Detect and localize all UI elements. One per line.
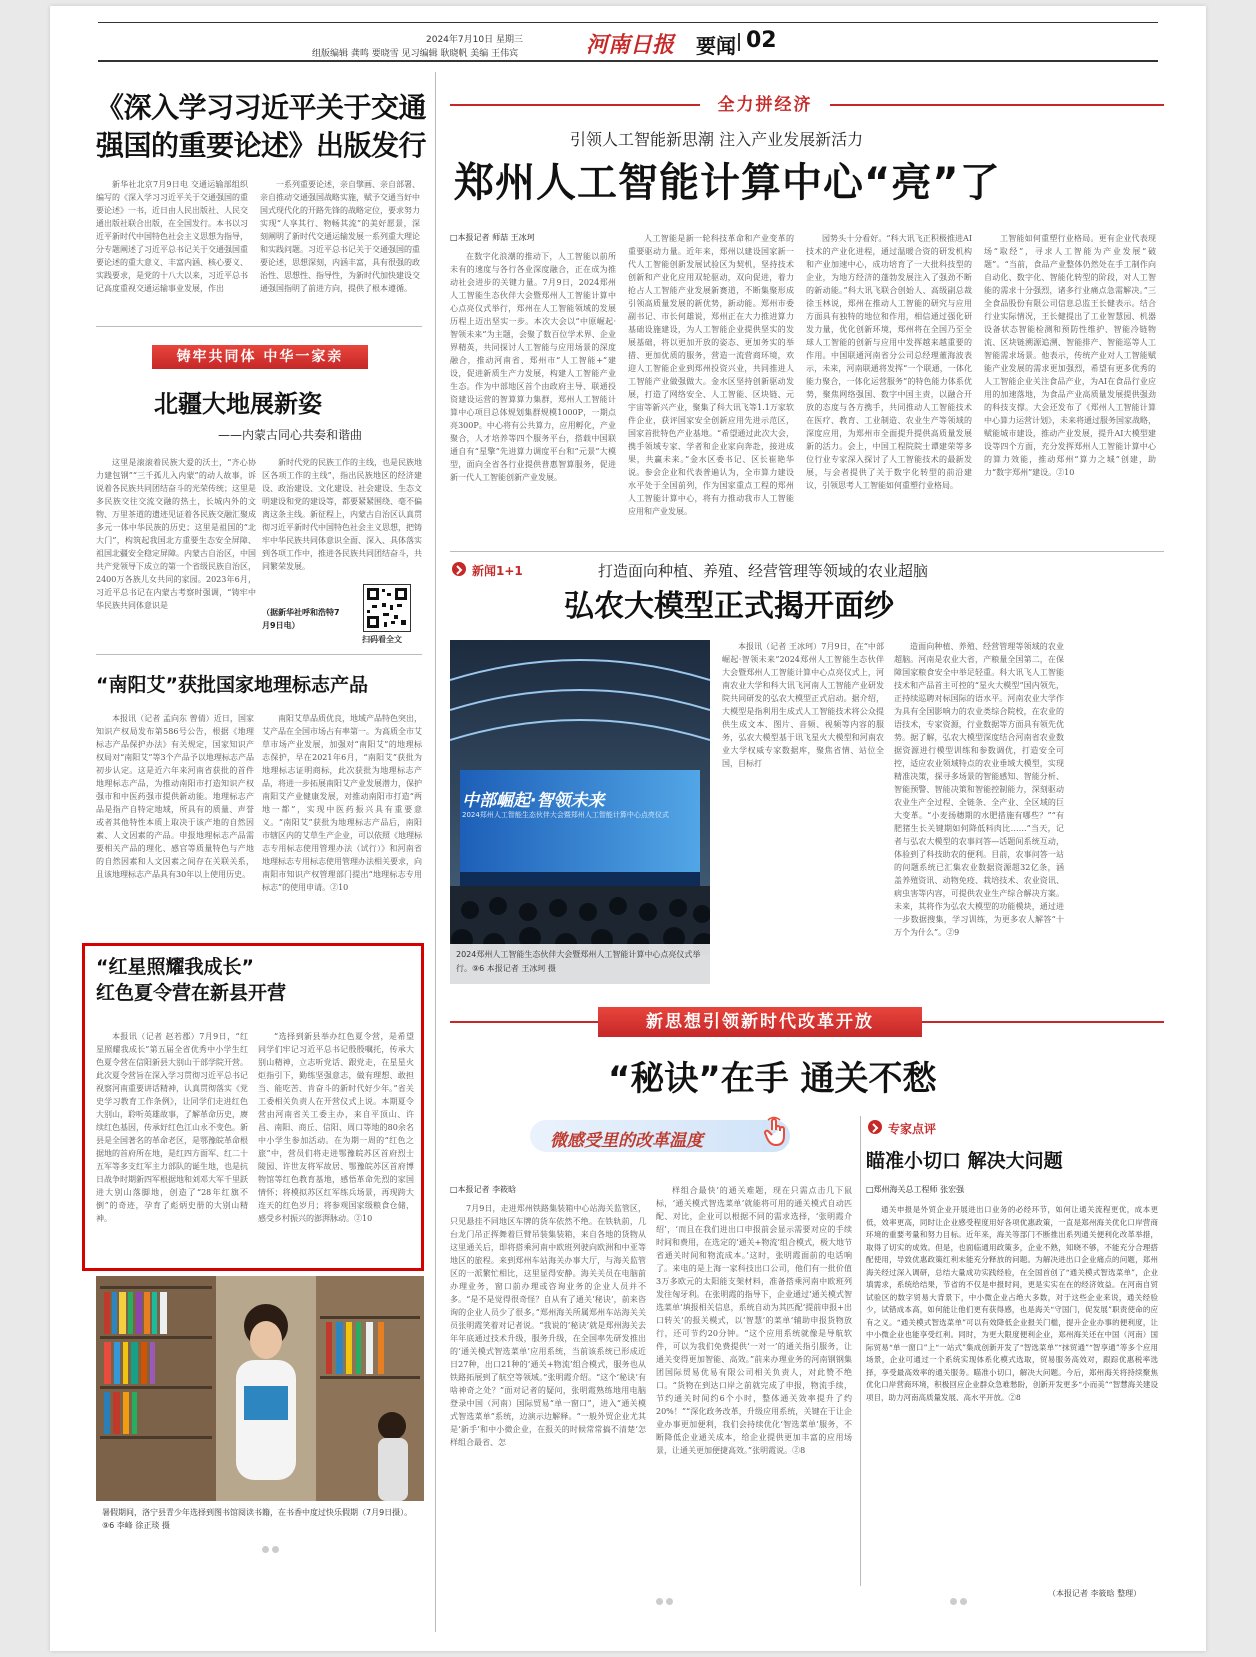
right-page-dots	[950, 1590, 970, 1609]
r2-subtitle: 打造面向种植、养殖、经营管理等领域的农业超脑	[598, 562, 929, 580]
r3-kicker: 新思想引领新时代改革开放	[598, 1007, 922, 1037]
a1-body-col1: 新华社北京7月9日电 交通运输部组织编写的《深入学习习近平关于交通强国的重要论述》一书，近日由人民出版社、人民交通出版社联合出版，在全国发行。本书以习近平新时代中国特色社会主义思想为指导，分专题阐述了习近平总书记关于交通强国重要论述的重大意义、丰富内涵、核心要义、实践要求，是党的十八大以来，习近平总书记高度重视交通运输事业发展，作出	[96, 180, 248, 293]
a4-title-line1: “红星照耀我成长”	[96, 956, 254, 978]
brand-logo: 河南日报	[586, 32, 675, 58]
r3-column-divider	[860, 1116, 861, 1586]
a1-title-line1: 《深入学习习近平关于交通	[96, 91, 427, 124]
r1-body-col3: 园势头十分看好。“科大讯飞正积极推进AI技术的产业化进程，通过温暖合资的研发机构和产业加速中心，成功培育了一大批科技型的企业，为地方经济的蓬勃发展注入了强劲不断的新动能。”科大讯飞联合创始人、高级副总裁徐玉林说，郑州在推动人工智能的研究与应用方面具有独特的地位和作用，相信通过强化研发力量，优化创新环境，郑州将在全国乃至全球人工智能的创新与应用中发挥越来越重要的作用。中国联通河南省分公司总经理董海波表示，未来，河南联通将发挥“一个联通，一体化能力聚合，一体化运营服务”的特色能力体系优势，聚焦网络强国、数字中国主责，以融合开放的态度与各方携手，共同推动人工智能技术在医疗、教育、工业制造、农业生产等领域的深度应用，为郑州市全面提升提供高质量发展新的活力。会上，中国工程院院士谭建荣等多位行业专家深入探讨了人工智能技术的最新发展，与会者提供了关于数字化转型的前沿建议，引领思考人工智能如何重塑行业格局。	[806, 234, 972, 490]
a2-bottom-rule	[96, 654, 422, 655]
r3-title: “秘诀”在手 通关不愁	[608, 1059, 937, 1099]
expert-label: 专家点评	[888, 1122, 937, 1136]
a1-title-line2: 强国的重要论述》出版发行	[96, 129, 427, 162]
r2-body-col1: 本报讯（记者 王冰珂）7月9日，在“中部崛起·智领未来”2024郑州人工智能生态伙伴大会暨郑州人工智能计算中心点亮仪式上，河南农业大学和科大讯飞河南人工智能产业研发院共同研发的弘农大模型正式启动。据介绍，大模型是指利用生成式人工智能技术将公众提供生成文本、图片、音频、视频等内容的服务，弘农大模型基于讯飞星火大模型和河南农业大学权威专家数据库，聚焦省情、站位全国，目标打	[722, 642, 884, 768]
r3-badge-text: 微感受里的改革温度	[550, 1131, 703, 1151]
r3-body-col2: 样组合最快’的通关难题，现在只需点击几下鼠标，‘通关模式智选菜单’就能将可用的通关模式自动匹配、对比，企业可以根据不同的需求选择，‘张明霞介绍’，‘而且在我们进出口申报前会显示需要对应的手续时间和费用，在选定的‘通关+物流’组合模式，极大地节省通关时间和物流成本。’这时，张明霞面前的电话响了。来电的是上海一家科技出口公司，他们有一批价值3万多欧元的太阳能支架材料，准备搭乘河南中欧班列发往匈牙利。在张明霞的指导下，企业通过‘通关模式智选菜单’填报相关信息，系统自动为其匹配‘提前申报+出口转关’的报关模式，以‘智慧’的菜单‘辅助申报货物放行，还可节约20分钟。“这个应用系统就像是导航软件，可以为我们免费提供‘一对一’的通关指引服务，让通关变得更加智能、高效。”前来办理业务的河南钢钢集团国际贸易优易有限公司相关负责人，对此赞不绝口。“货物在到达口岸之前就完成了申报，物流手续，节约通关时间约6个小时，整体通关效率提升了约20%！”“深化政务改革，升级应用系统，关键在于让企业办事更加便利，我们会持续优化‘智选菜单’服务，不断降低企业通关成本，给企业提供更加丰富的应用场景，让通关更加便捷高效。”张明霞说。②8	[656, 1186, 852, 1455]
tap-hand-icon	[762, 1116, 790, 1148]
issue-date: 2024年7月10日 星期三	[426, 35, 523, 45]
header-top-rule	[98, 22, 1158, 23]
r2-body-col2: 造面向种植、养殖、经营管理等领域的农业超脑。河南是农业大省，产粮量全国第二，在保障国家粮食安全中举足轻重。科大讯飞人工智能技术和产品首主可控的“星火大模型”国内领先，正持续巡聘对标国际的语水平。河南农业大学作为具有全国影响力的农业类综合院校，在农业的语技术，专家资源，行业数据等方面具有领先优势。据了解，弘农大模型深度结合河南省农业数据资源进行模型训练和参数调优，打造安全可控，适应农业领域特点的农业垂域大模型，实现精准决策，探寻多场景的智能感知、智能分析、智能预警、智能决策和智能控制能力，深刻驱动农业生产全过程、全链条、全产业、全区域的巨大变革。“小麦扬穗期的水肥措施有哪些？”“有肥猪生长关键期如何降低料肉比……”当天，记者与弘农大模型的农事问答—话题间系统互动，体验到了科技助农的便利。目前，农事问答一站的问题系统已汇集农业数据资源超32亿条，涵盖养殖资讯、动物免疫、栽培技术、农业资讯、病虫害等内容，可提供农业生产综合解决方案。未来，其将作为弘农大模型的功能模块，通过进一步数据搜集，学习训练，为更多农人解答“十万个为什么”。②9	[894, 642, 1064, 937]
a4-title-line2: 红色夏令营在新县开营	[96, 982, 287, 1004]
left-page-dots	[262, 1538, 282, 1557]
r1-title: 郑州人工智能计算中心“亮”了	[454, 160, 1001, 206]
r2-title: 弘农大模型正式揭开面纱	[564, 589, 894, 624]
r1-subtitle: 引领人工智能新思潮 注入产业发展新活力	[570, 130, 864, 149]
section-name: 要闻	[696, 34, 736, 58]
a2-title: 北疆大地展新姿	[154, 390, 322, 418]
r1-body-col4: 工智能如何重塑行业格局。更有企业代表现场“取经”，寻求人工智能为产业发展“破题”。“当前，食品产业整体仍然处在手工制作向自动化、数字化、智能化转型的阶段，对人工智能的需求十分强烈，诸多行业痛点急需解决。”三全食品股份有限公司信息总监王长健表示。结合行业实际情况，王长健提出了工业智慧园、机器设备状态智能检测和预防性维护、智能冷链物流、区块链溯源追溯、智能排产、智能巡等人工智能需求场景。他表示，传统产业对人工智能赋能产业发展的需求更加强烈，希望有更多优秀的人工智能企业关注食品产业，为AI在食品行业应用的加速落地，为食品产业高质量发展提供强劲的科技支撑。大会还发布了《郑州人工智能计算中心算力运营计划》，未来将通过服务国家战略，赋能城市建设，推动产业发展，提升AI大模型建设等四个方面，充分发挥郑州人工智能计算中心的算力效能，推动郑州“算力之城”创建，助力“数字郑州”建设。②10	[984, 234, 1156, 477]
a1-body-col2: 一系列重要论述，亲自擘画、亲自部署、亲自推动交通强国战略实施，赋予交通当好中国式现代化的开路先锋的战略定位，要求努力实现“人享其行、物畅其流”的美好愿景，深刻阐明了新时代交通运输发展一系列重大理论和实践问题。习近平总书记关于交通强国的重要论述，思想深刻，内涵丰富，具有很强的政治性、思想性、指导性，为新时代加快建设交通强国指明了前进方向，提供了根本遵循。	[260, 180, 420, 293]
mid-page-dots	[656, 1590, 676, 1609]
a3-title: “南阳艾”获批国家地理标志产品	[96, 674, 368, 696]
r1-kicker: 全力拼经济	[717, 95, 813, 115]
r2-tag: 新闻1+1	[472, 564, 523, 578]
library-reading-photo	[96, 1276, 424, 1501]
r1-body-col1: 在数字化浪潮的推动下，人工智能以前所未有的速度与各行各业深度融合，正在成为推动社会进步的关键力量。7月9日，2024郑州人工智能生态伙伴大会暨郑州人工智能计算中心点亮仪式举行，郑州在人工智能领域的发展历程上迈出坚实一步。本次大会以“中原崛起·智领未来”为主题，会聚了数百位学术界、企业界精英，共同探讨人工智能与应用场景的深度融合，推动河南省、郑州市“人工智能+”建设，促进新质生产力发展，构建人工智能产业生态。作为中部地区首个由政府主导、联通投资建设运营的智算算力集群，郑州人工智能计算中心项目总体规划集群规模1000P，一期点亮300P。中心将有公共算力，应用孵化，产业聚合，人才培养等四个服务平台，搭载中国联通自有“星擎”先进算力调度平台和“元景”大模型，面向全省各行业提供普惠智算服务，促进新一代人工智能创新产业发展。	[450, 252, 616, 482]
news-arrow-icon	[452, 562, 466, 576]
a4-body-col1: 本报讯（记者 赵若郡）7月9日，“红星照耀我成长”第五届全省优秀中小学生红色夏令营在信阳新县大别山干部学院开营。此次夏令营旨在深入学习贯彻习近平总书记视察河南重要讲话精神，认真贯彻落实《党史学习教育工作条例》，让同学们走进红色大别山，聆听英雄故事，了解革命历史，赓续红色基因，传承好红色江山永不变色。新县是全国著名的革命老区，是鄂豫皖革命根据地的首府所在地，是红四方面军、红二十五军等多支红军主力部队的诞生地，也是抗日战争时期新四军根据地和刘邓大军千里跃进大别山落脚地，创造了“28年红旗不倒”的奇迹，孕育了彪炳史册的大别山精神。	[96, 1032, 248, 1223]
a3-body-col2: 南阳艾草品质优良，地域产品特色突出，艾产品在全国市场占有率第一。为高质全市艾草市场产业发展，加强对“南阳艾”的地理标志保护，早在2021年6月，“南阳艾”获批为地理标志证明商标，此次获批为地理标志产品，将进一步拓展南阳艾产业发展潜力，保护南阳艾产业健康发展，对推动南阳市打造“两地一都”，实现中医药振兴具有重要意义。“南阳艾”获批为地理标志产品后，南阳市辖区内的艾草生产企业，可以依照《地理标志专用标志使用管理办法（试行）》和河南省地理标志专用标志使用管理办法相关要求，向南阳市知识产权管理部门提出“地理标志专用标志”的使用申请。②10	[262, 714, 422, 892]
header-bottom-rule	[98, 60, 1158, 62]
a2-subtitle: ——内蒙古同心共奏和谐曲	[218, 428, 363, 442]
qr-caption: 扫码看全文	[362, 635, 402, 644]
r1-body-col2: 人工智能是新一轮科技革命和产业变革的重要驱动力量。近年来，郑州以建设国家新一代人工智能创新发展试验区为契机，坚持技术创新和产业化应用双轮驱动，双向促进，着力抢占人工智能产业发展新赛道，不断集聚形成引领高质量发展的新优势，新动能。郑州市委副书记、市长何雄说，郑州正在大力推进算力基础设施建设，为人工智能企业提供坚实的发展基础，将以更加开放的姿态、更加务实的举措、更加优质的服务，营造一流营商环境，欢迎人工智能企业到郑州投资兴业，共同推进人工智能产业做强做大。金水区坚持创新驱动发展，打造了网络安全、人工智能、区块链、元宇宙等新兴产业，聚集了科大讯飞等1.1万家软件企业，获评国家安全创新应用先进示范区，国家首批特色产业基地。“希望通过此次大会，携手领域专家、学者和企业家向奔赴，接进成果，共赢未来。”金水区委书记、区长崔艳华说。参会企业和代表普遍认为，全市算力建设水平处于全国前列，作为国家重点工程的郑州人工智能计算中心，将有力推动我市人工智能应用和产业发展。	[628, 234, 794, 516]
a3-body-col1: 本报讯（记者 孟向东 曾倩）近日，国家知识产权局发布第586号公告，根据《地理标志产品保护办法》有关规定，国家知识产权局对“南阳艾”等3个产品予以地理标志产品初步认定。这是近六年来河南省获批的首件地理标志产品，为推动南阳市打造知识产权强市和中医药强市提供新动能。地理标志产品是指产自特定地域，所具有的质量、声誉或者其他特性本质上取决于该产地的自然因素、人文因素的产品。申报地理标志产品需要相关产品的理化、感官等质量特色与产地的自然因素和人文因素之间存在关联关系，且该地理标志产品具有30年以上使用历史。	[96, 714, 254, 879]
section-divider	[738, 33, 740, 51]
a2-source: （据新华社呼和浩特7月9日电）	[262, 608, 340, 630]
r3-byline: □本报记者 李筱晗	[450, 1185, 517, 1194]
r3-body-col1: 7月9日，走进郑州铁路集装箱中心站海关监管区，只见悬挂不同地区车牌的货车依然不绝。在铁轨前，几台龙门吊正挥舞着巨臂吊装集装箱，来自各地的货物从这里通关后，即将搭乘河南中欧班列驶向欧洲和中亚等地区的旅程。来到郑州车站海关办事大厅，与海关监管区的一派繁忙相比，这里显得安静。海关关员在电脑前办理业务，窗口前办理或咨询业务的企业人员并不多。“是不是觉得很奇怪？自从有了通关‘秘诀’，前来咨询的企业人员少了很多。”郑州海关所属郑州车站海关关员张明霞笑着对记者说。“我说的‘秘诀’就是郑州海关去年年底通过技术升级，服务升级，在全国率先研发推出的‘通关模式智选菜单’应用系统，当前该系统已形成近日27种，出口21种的‘通关+物流’组合模式，服务也从铁路拓展到了航空等领域。”张明霞介绍。“这个‘秘诀’有啥神奇之处？”面对记者的疑问，张明霞熟练地用电脑登录中国（河南）国际贸易“单一窗口”，进入“通关模式智选菜单”系统，边演示边解释。“一般外贸企业尤其是‘新手’和中小微企业，在报关的时候常常搞不清楚‘怎样组合最省、怎	[450, 1204, 646, 1447]
main-column-divider	[435, 72, 436, 1632]
expert-note: （本报记者 李筱晗 整理）	[1048, 1589, 1142, 1598]
expert-byline: □郑州海关总工程师 张宏强	[866, 1185, 965, 1194]
library-photo-caption: 暑假期间，洛宁县青少年选择到图书馆阅读书籍，在书香中度过快乐假期（7月9日摄）。⑨6 李峰 徐正琰 摄	[102, 1508, 413, 1530]
photo-banner-slogan: 中部崛起·智领未来	[462, 791, 605, 811]
a2-body-col1: 这里是滚滚着民族大爱的沃土，“齐心协力建包钢”“三千孤儿入内蒙”的动人故事，诉说着各民族共同团结奋斗的光荣传统；这里是多民族交往交流交融的热土，长城内外的文物、万里茶道的遗迹见证着各民族交融汇聚成多元一体中华民族的历史；这里是祖国的“北大门”，构筑起我国北方重要生态安全屏障、祖国北疆安全稳定屏障。内蒙古自治区，中国共产党领导下成立的第一个省级民族自治区，2400万各族儿女共同的家园。2023年6月，习近平总书记在内蒙古考察时强调，“铸牢中华民族共同体意识是	[96, 458, 256, 610]
page-number: 02	[746, 28, 777, 53]
conference-photo-caption: 2024郑州人工智能生态伙伴大会暨郑州人工智能计算中心点亮仪式举行。⑨6 本报记者 王冰珂 摄	[456, 950, 701, 973]
r1-bottom-rule	[450, 551, 1164, 552]
editors-line: 组版编辑 龚鸣 要晓雪 见习编辑 耿晓帆 美编 王伟宾	[312, 49, 519, 59]
newspaper-page	[50, 6, 1206, 1651]
expert-arrow-icon	[868, 1120, 882, 1134]
expert-body: 通关申报是外贸企业开展进出口业务的必经环节，如何让通关流程更优，成本更低，效率更高，同时让企业感受程度用好各项优惠政策，一直是郑州海关优化口岸营商环境的重要考量和努力目标。近年来，海关等部门不断推出系列通关便利化改革举措，取得了切实的成效。但是，也面临通用政策多，企业不熟，知晓不够，不能充分合理搭配使用，导致优惠政策红利未能充分释放的问题。为解决进出口企业痛点的问题，郑州海关经过深入调研，总结大量成功实践经验，在全国首创了“通关模式智选菜单”，企业填需求，系统给结果，节省的不仅是申报时间，更是实实在在的经济效益。在河南自贸试验区的数字贸易大背景下，中小微企业占绝大多数，对于这些企业来说，通关经验少，试错成本高，如何能让他们更有获得感，也是海关“守国门，促发展”职责使命的应有之义。“通关模式智选菜单”可以有效降低企业报关门槛，提升企业办事的便利度，让中小微企业也能享受红利。同时，为更大限度便利企业，郑州海关还在中国（河南）国际贸易“单一窗口”上“一站式”集成创新开发了“智选菜单”“抹贸通”“智享通”等多个应用场景，企业可通过一个系统实现体系化模式选取，贸易服务高效对，跟踪优惠税率选择，享受最高效率的通关服务。瞄准小切口，解决大问题。今后，郑州海关将持续聚焦优化口岸营商环境，积极回应企业群众急难愁盼，创新开发更多“小而美”“智慧海关建设项目，助力河南高质量发展、高水平开放。②8	[866, 1205, 1158, 1402]
r1-byline: □本报记者 师喆 王冰珂	[450, 233, 535, 242]
a4-body-col2: “选择到新县举办红色夏令营，是希望同学们牢记习近平总书记殷殷嘱托，传承大别山精神，立志听党话、跟党走，在星星火炬指引下，勤练坚强意志，做有理想、敢担当、能吃苦、肯奋斗的新时代好少年。”省关工委相关负责人在开营仪式上说。本期夏令营由河南省关工委主办，来自平顶山、许昌、南阳、商丘、信阳、周口等地的80余名中小学生参加活动。在为期一周的“红色之旅”中，营员们将走进鄂豫皖苏区首府烈士陵园、许世友将军故居、鄂豫皖苏区首府博物馆等红色教育基地，感悟革命先烈的家国情怀；将模拟苏区红军练兵场景，再现跨大连天的红色岁月；将参观国家级粮食仓储，感受乡村振兴的澎湃脉动。②10	[258, 1032, 414, 1223]
a1-bottom-rule	[96, 326, 422, 327]
photo-banner-event: 2024郑州人工智能生态伙伴大会暨郑州人工智能计算中心点亮仪式	[462, 811, 669, 819]
qr-code-icon[interactable]	[363, 584, 411, 632]
expert-title: 瞄准小切口 解决大问题	[866, 1150, 1063, 1172]
a2-kicker-tag: 铸牢共同体 中华一家亲	[152, 345, 368, 369]
a2-body-col2: 新时代党的民族工作的主线，也是民族地区各项工作的主线”，指出民族地区的经济建设、政治建设、文化建设、社会建设、生态文明建设和党的建设等，都要紧紧围绕、毫不偏离这条主线。新征程上，内蒙古自治区认真贯彻习近平新时代中国特色社会主义思想，把铸牢中华民族共同体意识全面、深入、具体落实到各项工作中，推进各民族共同团结奋斗，共同繁荣发展。	[262, 458, 422, 571]
